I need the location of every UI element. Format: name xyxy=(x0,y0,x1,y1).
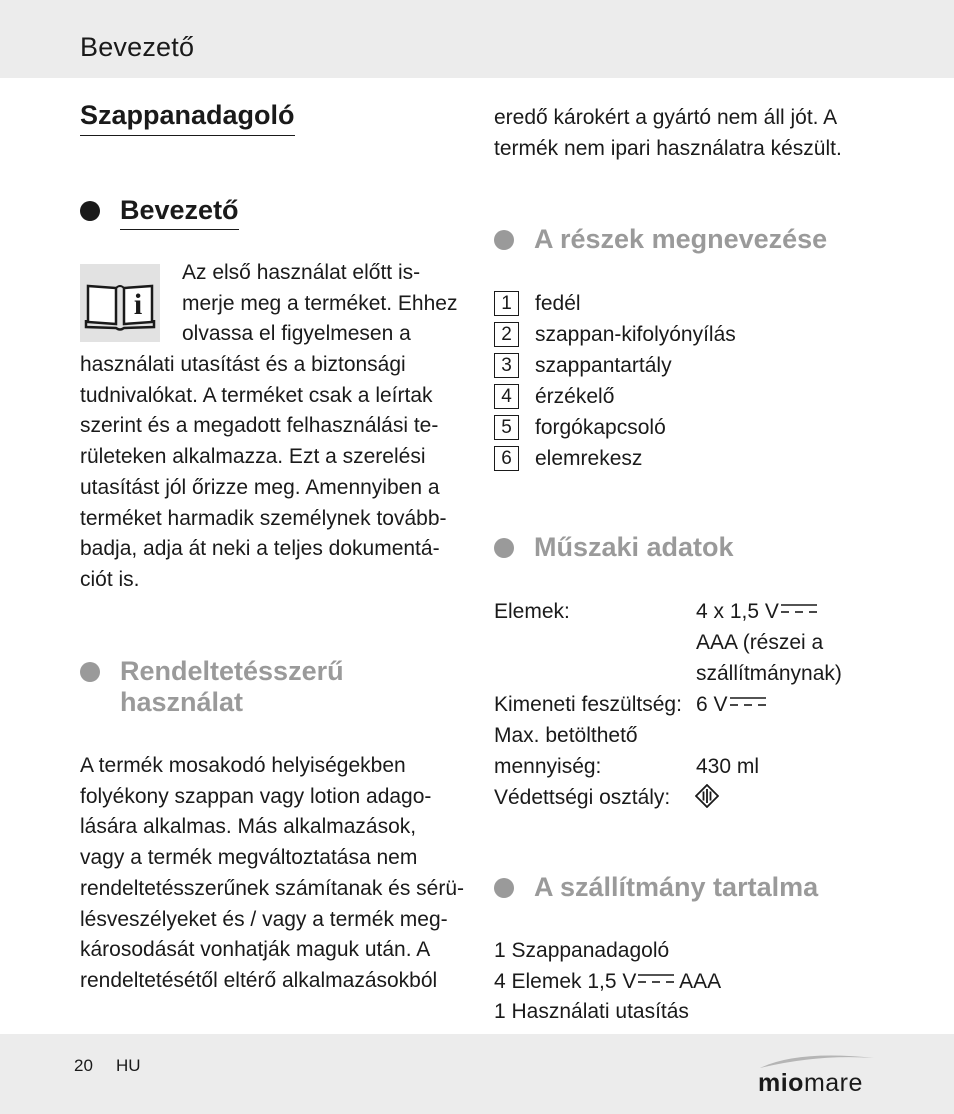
part-number: 2 xyxy=(494,322,519,347)
page-title: Szappanadagoló xyxy=(80,100,295,136)
dc-symbol-icon xyxy=(730,696,766,708)
list-item xyxy=(494,412,736,443)
heading-line: használat xyxy=(120,687,244,717)
language-code: HU xyxy=(116,1056,141,1075)
spec-batteries-value xyxy=(696,596,842,689)
info-book-icon xyxy=(80,264,160,342)
part-label: forgókapcsoló xyxy=(535,415,666,439)
intro-text-beside-icon xyxy=(182,258,462,350)
list-item xyxy=(494,350,736,381)
part-number: 5 xyxy=(494,415,519,440)
part-label: érzékelő xyxy=(535,384,615,408)
text-line: ciót is. xyxy=(80,567,140,591)
text-line: használati utasítást és a biztonsági xyxy=(80,353,406,376)
bullet-icon xyxy=(494,230,514,250)
spec-value-text: 6 V xyxy=(696,693,728,716)
text-line: eredő károkért a gyártó nem áll jót. A xyxy=(494,106,838,129)
part-label: fedél xyxy=(535,291,581,315)
logo-text-bold: mio xyxy=(758,1069,804,1097)
list-item xyxy=(494,288,736,319)
dc-symbol-icon xyxy=(638,973,674,985)
text-line: szerint és a megadott felhasználási te- xyxy=(80,414,439,438)
section-tech-title: Műszaki adatok xyxy=(534,532,734,562)
part-label: szappantartály xyxy=(535,353,672,377)
text-line: A termék mosakodó helyiségekben xyxy=(80,754,406,777)
text-line: károsodását vonhatják maguk után. A xyxy=(80,938,431,962)
section-parts-title: A részek megnevezése xyxy=(534,224,828,254)
section-intended-use-title xyxy=(120,656,344,718)
spec-voltage-value xyxy=(696,689,766,720)
text-line: lására alkalmas. Más alkalmazások, xyxy=(80,815,417,839)
list-item xyxy=(494,443,736,474)
text-line: rületeken alkalmazza. Ezt a szerelési xyxy=(80,445,426,469)
bullet-icon xyxy=(80,662,100,682)
section-intended-use-heading xyxy=(80,656,344,718)
spec-label-text: mennyiség: xyxy=(494,755,602,778)
svg-text:i: i xyxy=(133,288,143,321)
spec-value-text: 4 x 1,5 V xyxy=(696,600,779,623)
text-line: olvassa el figyelmesen a xyxy=(182,322,411,346)
spec-capacity-label xyxy=(494,720,638,782)
logo-text xyxy=(758,1069,863,1098)
section-delivery-heading xyxy=(494,872,818,903)
logo-text-light: mare xyxy=(803,1069,863,1097)
text-line: rendeltetésszerűnek számítanak és sérü- xyxy=(80,876,465,900)
spec-label-text: Max. betölthető xyxy=(494,724,638,747)
header-title: Bevezető xyxy=(80,32,195,62)
part-label: szappan-kifolyónyílás xyxy=(535,322,736,346)
part-number: 3 xyxy=(494,353,519,378)
protection-class-iii-icon xyxy=(695,784,719,808)
text-line: utasítást jól őrizze meg. Amennyiben a xyxy=(80,475,440,499)
text-line: Az első használat előtt is- xyxy=(182,261,421,284)
spec-value-text: szállítmánynak) xyxy=(696,662,842,685)
continued-text xyxy=(494,103,894,164)
spec-value-text: AAA (részei a xyxy=(696,631,824,654)
list-item: 1 Szappanadagoló xyxy=(494,939,670,962)
spec-voltage-label: Kimeneti feszültség: xyxy=(494,693,682,716)
delivery-list xyxy=(494,936,894,1028)
text-line: merje meg a terméket. Ehhez xyxy=(182,291,458,315)
list-item-text: 4 Elemek 1,5 V xyxy=(494,969,637,993)
bullet-icon xyxy=(80,201,100,221)
section-delivery-title: A szállítmány tartalma xyxy=(534,872,819,902)
parts-list xyxy=(494,288,736,474)
text-line: rendeltetésétől eltérő alkalmazásokból xyxy=(80,968,438,992)
list-item: 1 Használati utasítás xyxy=(494,1000,689,1024)
text-line: lésveszélyeket és / vagy a termék meg- xyxy=(80,907,448,931)
intro-text xyxy=(80,350,470,596)
part-number: 6 xyxy=(494,446,519,471)
text-line: folyékony szappan vagy lotion adago- xyxy=(80,784,432,808)
heading-line: Rendeltetésszerű xyxy=(120,656,344,686)
list-item-text: AAA xyxy=(679,969,722,993)
bullet-icon xyxy=(494,878,514,898)
section-tech-heading xyxy=(494,532,734,563)
section-intro-title: Bevezető xyxy=(120,195,239,230)
text-line: vagy a termék megváltoztatása nem xyxy=(80,846,418,870)
part-number: 4 xyxy=(494,384,519,409)
brand-logo xyxy=(758,1052,878,1100)
part-number: 1 xyxy=(494,291,519,316)
intended-use-text xyxy=(80,751,470,997)
spec-capacity-value: 430 ml xyxy=(696,755,760,778)
list-item xyxy=(494,381,736,412)
text-line: badja, adja át neki a teljes dokumentá- xyxy=(80,537,440,561)
page-number: 20 xyxy=(74,1056,93,1075)
bullet-icon xyxy=(494,538,514,558)
list-item xyxy=(494,967,894,998)
spec-batteries-label: Elemek: xyxy=(494,600,570,623)
section-parts-heading xyxy=(494,224,827,255)
section-intro-heading xyxy=(80,195,239,230)
text-line: tudnivalókat. A terméket csak a leírtak xyxy=(80,383,433,407)
text-line: terméket harmadik személynek tovább- xyxy=(80,506,447,530)
text-line: termék nem ipari használatra készült. xyxy=(494,136,842,160)
part-label: elemrekesz xyxy=(535,446,643,470)
dc-symbol-icon xyxy=(781,603,817,615)
spec-protection-label: Védettségi osztály: xyxy=(494,786,671,809)
list-item xyxy=(494,319,736,350)
